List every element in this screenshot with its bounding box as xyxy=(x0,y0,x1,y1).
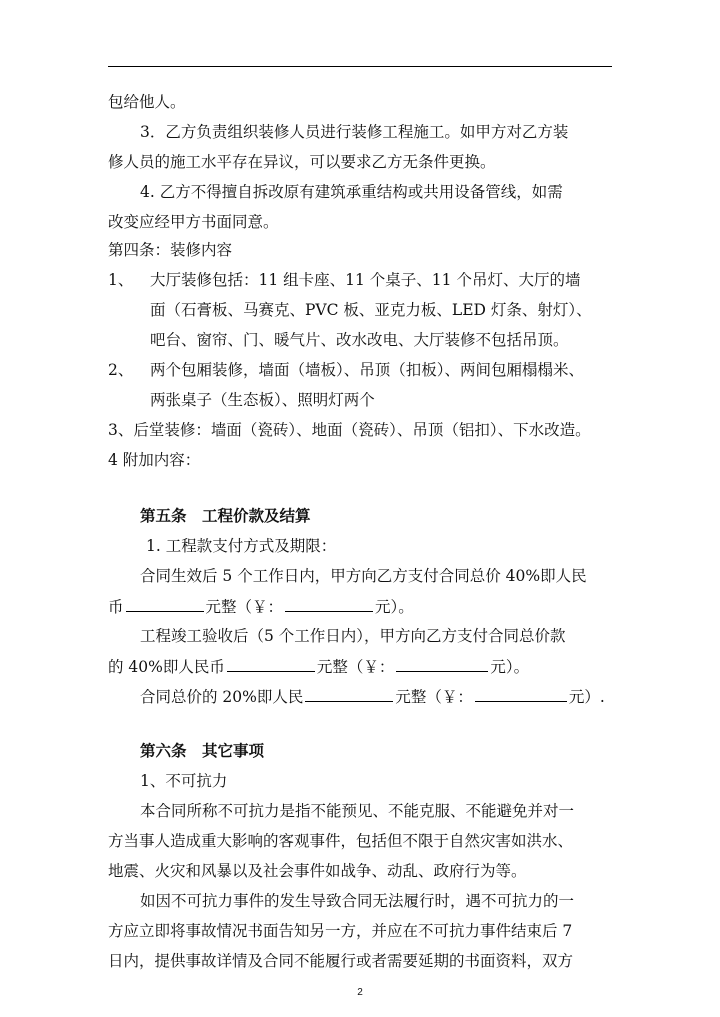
text-line: 两个包厢装修，墙面（墙板）、吊顶（扣板）、两间包厢榻榻米、 xyxy=(150,361,585,379)
text-line: 两张桌子（生态板）、照明灯两个 xyxy=(150,391,375,409)
text-span: 元）。 xyxy=(490,658,530,676)
payment-line-3 xyxy=(140,686,605,707)
text-line: 大厅装修包括：11 组卡座、11 个桌子、11 个吊灯、大厅的墙 xyxy=(150,271,581,289)
text-line: 改变应经甲方书面同意。 xyxy=(108,213,279,231)
amount-blank xyxy=(475,686,567,702)
text-line: 4. 乙方不得擅自拆改原有建筑承重结构或共用设备管线，如需 xyxy=(140,183,563,201)
text-line: 方应立即将事故情况书面告知另一方，并应在不可抗力事件结束后 7 xyxy=(108,922,573,940)
amount-blank xyxy=(285,596,373,612)
text-span: 元整（￥： xyxy=(205,598,284,616)
text-line: 1、不可抗力 xyxy=(140,772,228,790)
text-span: 元）。 xyxy=(375,598,414,616)
amount-blank xyxy=(305,686,393,702)
text-line: 3、后堂装修：墙面（瓷砖）、地面（瓷砖）、吊顶（铝扣）、下水改造。 xyxy=(108,421,591,439)
text-line: 修人员的施工水平存在异议，可以要求乙方无条件更换。 xyxy=(108,153,496,171)
text-line: 本合同所称不可抗力是指不能预见、不能克服、不能避免并对一 xyxy=(140,802,575,820)
section-heading-5: 第五条 工程价款及结算 xyxy=(140,506,311,525)
text-line: 工程竣工验收后（5 个工作日内），甲方向乙方支付合同总价款 xyxy=(140,627,566,645)
section-heading-6: 第六条 其它事项 xyxy=(140,741,265,760)
header-rule xyxy=(108,66,612,67)
text-line: 日内，提供事故详情及合同不能履行或者需要延期的书面资料，双方 xyxy=(108,952,574,970)
list-number: 2、 xyxy=(108,361,134,379)
text-line: 面（石膏板、马赛克、PVC 板、亚克力板、LED 灯条、射灯）、 xyxy=(150,301,592,319)
section-heading-4: 第四条：装修内容 xyxy=(108,241,233,259)
text-line: 合同生效后 5 个工作日内，甲方向乙方支付合同总价 40%即人民 xyxy=(140,567,587,585)
text-span: 的 40%即人民币 xyxy=(108,658,225,676)
text-line: 方当事人造成重大影响的客观事件，包括但不限于自然灾害如洪水、 xyxy=(108,832,574,850)
text-span: 元）. xyxy=(568,688,605,706)
amount-blank xyxy=(396,656,488,672)
text-line: 包给他人。 xyxy=(108,93,186,111)
payment-line-2 xyxy=(108,656,529,677)
payment-line-1 xyxy=(108,596,414,617)
text-line: 地震、火灾和风暴以及社会事件如战争、动乱、政府行为等。 xyxy=(108,862,527,880)
text-span: 元整（￥： xyxy=(316,658,395,676)
amount-blank xyxy=(126,596,204,612)
text-line: 4 附加内容： xyxy=(108,451,201,469)
text-line: 1. 工程款支付方式及期限： xyxy=(146,537,337,555)
text-span: 币 xyxy=(108,598,124,616)
text-line: 如因不可抗力事件的发生导致合同无法履行时，遇不可抗力的一 xyxy=(140,892,575,910)
text-line: 吧台、窗帘、门、暖气片、改水改电、大厅装修不包括吊顶。 xyxy=(150,331,569,349)
list-number: 1、 xyxy=(108,271,134,289)
page-number: 2 xyxy=(357,987,363,998)
text-line: 3．乙方负责组织装修人员进行装修工程施工。如甲方对乙方装 xyxy=(140,123,569,141)
text-span: 元整（￥： xyxy=(395,688,473,706)
amount-blank xyxy=(227,656,315,672)
text-span: 合同总价的 20%即人民 xyxy=(140,688,304,706)
